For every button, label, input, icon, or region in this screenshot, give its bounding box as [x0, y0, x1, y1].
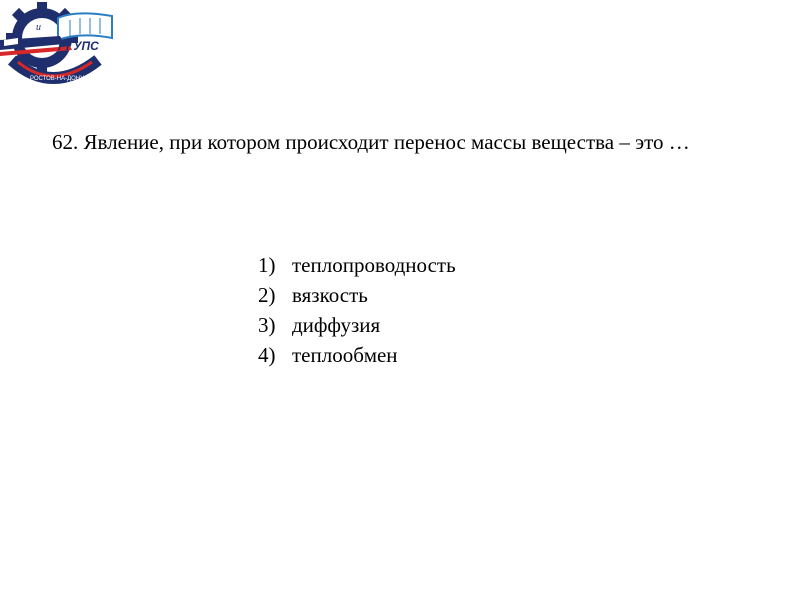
book-icon — [58, 13, 112, 40]
answer-option[interactable] — [258, 310, 456, 340]
logo-subtext: РОСТОВ-НА-ДОНУ — [30, 76, 84, 82]
university-logo — [0, 0, 116, 90]
answer-label: диффузия — [292, 313, 381, 337]
question-text: 62. Явление, при котором происходит перенос массы вещества – это … — [52, 130, 690, 154]
answer-label: теплообмен — [292, 343, 398, 367]
answer-option[interactable] — [258, 280, 456, 310]
answer-number: 1) — [258, 253, 276, 277]
logo-text: РГУПС — [58, 39, 99, 53]
answer-label: вязкость — [292, 283, 368, 307]
logo-emblem — [0, 0, 116, 90]
answer-option[interactable] — [258, 340, 456, 370]
answer-number: 4) — [258, 343, 276, 367]
answer-label: теплопроводность — [292, 253, 456, 277]
answer-option[interactable] — [258, 250, 456, 280]
answer-number: 3) — [258, 313, 276, 337]
svg-text:u: u — [36, 22, 41, 33]
answer-number: 2) — [258, 283, 276, 307]
answer-list — [258, 250, 456, 370]
